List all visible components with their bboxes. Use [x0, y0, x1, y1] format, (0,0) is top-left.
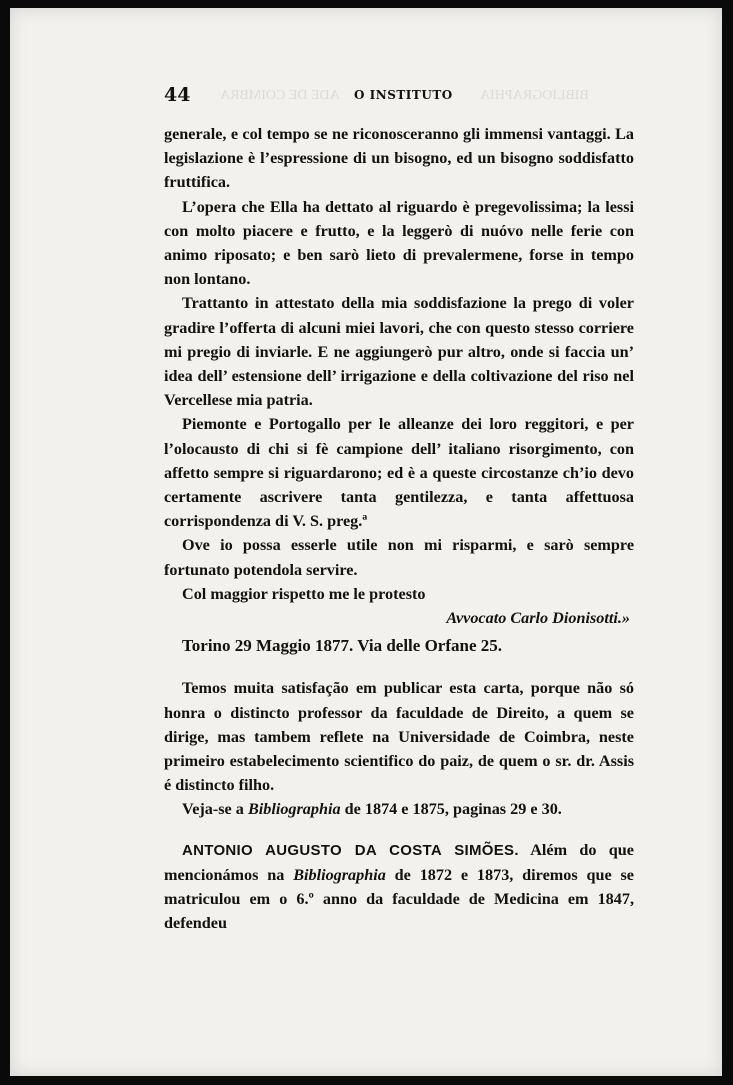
letter-paragraph: L’opera che Ella ha dettato al riguardo è pregevolissima; la lessi con molto piacere e frutto, e la leggerò di nuóvo nelle ferie con animo riposato; e ben sarò lieto di prevalermene, forse in tempo non lontano.	[164, 197, 634, 289]
page-number: 44	[164, 84, 191, 106]
entry-name: ANTONIO AUGUSTO DA COSTA SIMÕES.	[182, 841, 519, 859]
reference-title: Bibliographia	[247, 800, 341, 819]
commentary-reference	[164, 797, 634, 821]
letter-paragraph: Piemonte e Portogallo per le alleanze dei loro reggitori, e per l’olocausto di chi si fè campione dell’ italiano risorgimento, con affetto sempre si riguardarono; ed è a queste circostanze ch’io devo certamente ascrivere tanta gentilezza, e tanta affettuosa corrispondenza di V. S. preg.ª	[164, 415, 634, 531]
running-title: O INSTITUTO	[354, 88, 453, 102]
letter-paragraph: Trattanto in attestato della mia soddisfazione la prego di voler gradire l’offerta di alcuni miei lavori, che con questo stesso corriere mi pregio di inviarle. E ne aggiungerò pur altro, onde si faccia un’ idea dell’ estensione dell’ irrigazione e della coltivazione del riso nel Vercellese mia patria.	[164, 294, 634, 410]
bleed-through-text: ADE DE COIMBRA	[220, 88, 340, 103]
letter-dateline: Torino 29 Maggio 1877. Via delle Orfane 25.	[182, 636, 503, 656]
commentary-paragraph: Temos muita satisfação em publicar esta carta, porque não só honra o distincto professor da faculdade de Direito, a quem se dirige, mas tambem reflete na Universidade de Coimbra, neste primeiro estabelecimento scientifico do paiz, de quem o sr. dr. Assis é distincto filho.	[164, 679, 634, 795]
entry-italic-title: Bibliographia	[293, 865, 386, 884]
body-text	[164, 122, 634, 936]
biography-entry	[164, 838, 634, 936]
bleed-through-text: BIBLIOGRAPHIA	[480, 88, 589, 103]
page-header	[164, 84, 634, 106]
letter-paragraph: Ove io possa esserle utile non mi risparmi, e sarò sempre fortunato potendola servire.	[164, 536, 634, 579]
reference-suffix: de 1874 e 1875, paginas 29 e 30.	[340, 800, 562, 819]
letter-closing: Col maggior rispetto me le protesto	[182, 584, 426, 603]
entry-text: de 1872 e 1873, diremos que se matriculou em o 6.º anno da faculdade de Medicina em 1847, defendeu	[164, 865, 634, 933]
reference-prefix: Veja-se a	[182, 800, 248, 819]
letter-signature: Avvocato Carlo Dionisotti.»	[446, 609, 630, 628]
book-page	[10, 8, 722, 1076]
letter-paragraph: generale, e col tempo se ne riconosceranno gli immensi vantaggi. La legislazione è l’espressione di un bisogno, ed un bisogno soddisfatto fruttifica.	[164, 125, 634, 192]
entry-text: Além do que mencionámos na	[164, 840, 634, 884]
